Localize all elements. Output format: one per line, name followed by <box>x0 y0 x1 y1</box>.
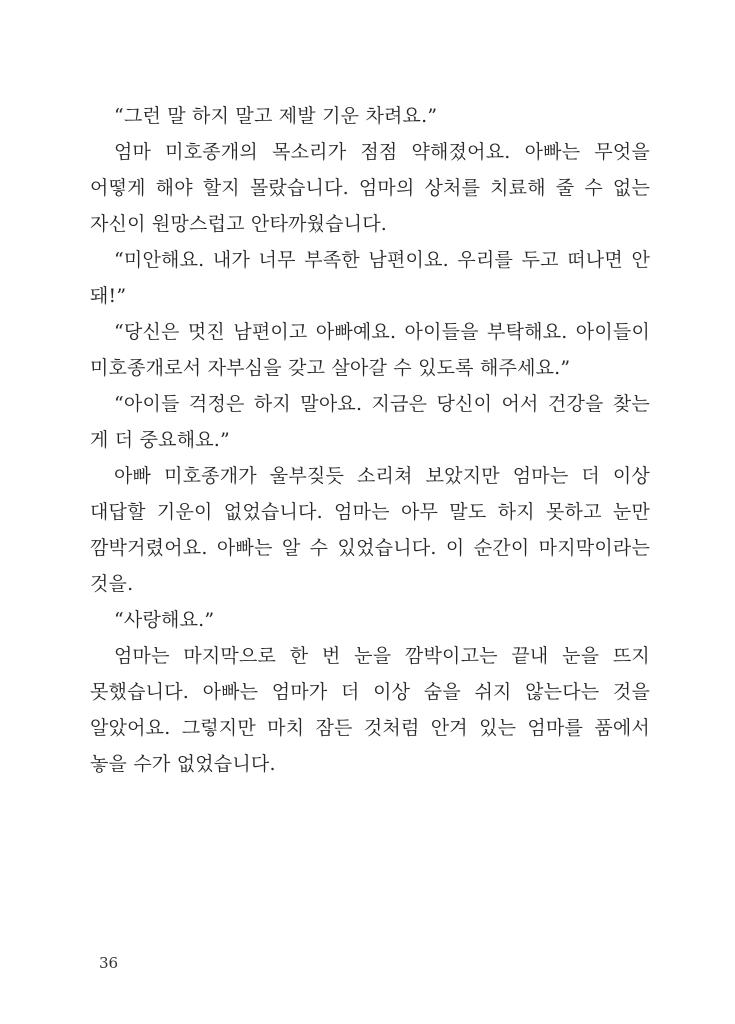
paragraph: 아빠 미호종개가 울부짖듯 소리쳐 보았지만 엄마는 더 이상 대답할 기운이 없었습니다. 엄마는 아무 말도 하지 못하고 눈만 깜박거렸어요. 아빠는 알 수 있었습니다. 이 순간이 마지막이라는 것을. <box>90 465 650 595</box>
paragraph: “당신은 멋진 남편이고 아빠예요. 아이들을 부탁해요. 아이들이 미호종개로서 자부심을 갖고 살아갈 수 있도록 해주세요.” <box>90 321 650 379</box>
page-number: 36 <box>99 954 119 972</box>
body-text <box>90 98 650 782</box>
paragraph: “사랑해요.” <box>114 609 215 631</box>
paragraph: 엄마 미호종개의 목소리가 점점 약해졌어요. 아빠는 무엇을 어떻게 해야 할지 몰랐습니다. 엄마의 상처를 치료해 줄 수 없는 자신이 원망스럽고 안타까웠습니다. <box>90 141 650 235</box>
paragraph: 엄마는 마지막으로 한 번 눈을 깜박이고는 끝내 눈을 뜨지 못했습니다. 아빠는 엄마가 더 이상 숨을 쉬지 않는다는 것을 알았어요. 그렇지만 마치 잠든 것처럼 안겨 있는 엄마를 품에서 놓을 수가 없었습니다. <box>90 645 650 775</box>
paragraph: “아이들 걱정은 하지 말아요. 지금은 당신이 어서 건강을 찾는 게 더 중요해요.” <box>90 393 650 451</box>
paragraph: “미안해요. 내가 너무 부족한 남편이요. 우리를 두고 떠나면 안 돼!” <box>90 249 650 307</box>
paragraph: “그런 말 하지 말고 제발 기운 차려요.” <box>114 105 438 127</box>
